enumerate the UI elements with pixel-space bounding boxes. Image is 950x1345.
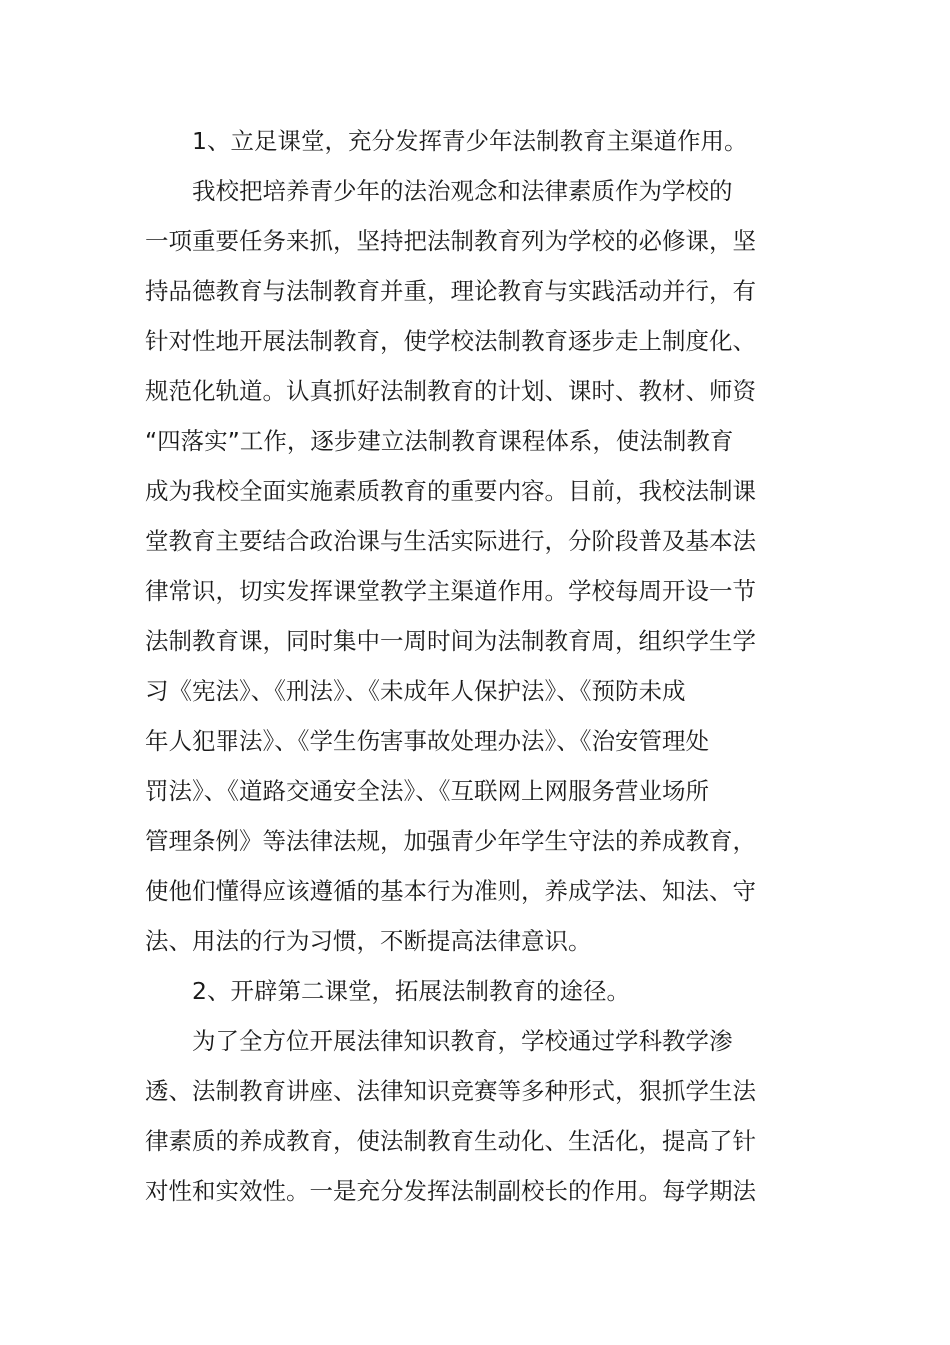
text-line: 规范化轨道。认真抓好法制教育的计划、课时、教材、师资	[145, 377, 756, 405]
heading-2: 2、开辟第二课堂，拓展法制教育的途径。	[192, 977, 630, 1005]
text-line: 法、用法的行为习惯，不断提高法律意识。	[145, 927, 592, 955]
text-line: 年人犯罪法》、《学生伤害事故处理办法》、《治安管理处	[145, 727, 709, 755]
text-line: 堂教育主要结合政治课与生活实际进行，分阶段普及基本法	[145, 527, 756, 555]
text-line: 管理条例》等法律法规，加强青少年学生守法的养成教育，	[145, 827, 756, 855]
text-line: 律常识，切实发挥课堂教学主渠道作用。学校每周开设一节	[145, 577, 756, 605]
text-line: 针对性地开展法制教育，使学校法制教育逐步走上制度化、	[145, 327, 756, 355]
text-line: 律素质的养成教育，使法制教育生动化、生活化，提高了针	[145, 1127, 756, 1155]
text-line: 透、法制教育讲座、法律知识竞赛等多种形式，狠抓学生法	[145, 1077, 756, 1105]
text-line: 罚法》、《道路交通安全法》、《互联网上网服务营业场所	[145, 777, 709, 805]
text-line: “四落实”工作，逐步建立法制教育课程体系，使法制教育	[145, 427, 734, 455]
text-line: 使他们懂得应该遵循的基本行为准则，养成学法、知法、守	[145, 877, 756, 905]
text-line: 对性和实效性。一是充分发挥法制副校长的作用。每学期法	[145, 1177, 756, 1205]
text-line: 成为我校全面实施素质教育的重要内容。目前，我校法制课	[145, 477, 756, 505]
text-line: 习《宪法》、《刑法》、《未成年人保护法》、《预防未成	[145, 677, 686, 705]
text-line: 一项重要任务来抓，坚持把法制教育列为学校的必修课，坚	[145, 227, 756, 255]
text-line: 我校把培养青少年的法治观念和法律素质作为学校的	[192, 177, 733, 205]
text-line: 为了全方位开展法律知识教育，学校通过学科教学渗	[192, 1027, 733, 1055]
text-line: 持品德教育与法制教育并重，理论教育与实践活动并行，有	[145, 277, 756, 305]
text-line: 法制教育课，同时集中一周时间为法制教育周，组织学生学	[145, 627, 756, 655]
heading-1: 1、立足课堂，充分发挥青少年法制教育主渠道作用。	[192, 127, 748, 155]
